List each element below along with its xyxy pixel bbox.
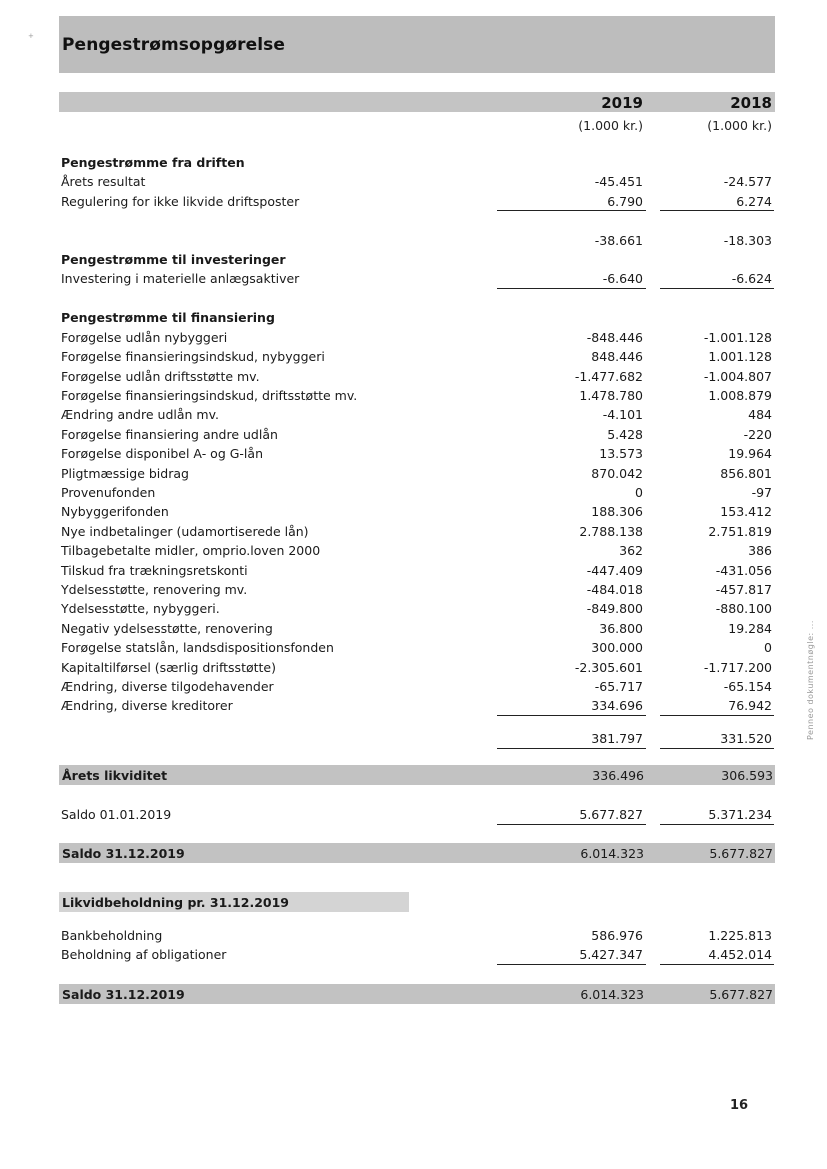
section-heading-finansiering: Pengestrømme til finansiering — [61, 310, 275, 325]
table-row: Forøgelse statslån, landsdispositionsfonden 300.000 0 — [61, 640, 772, 655]
table-row: Ændring andre udlån mv. -4.101 484 — [61, 407, 772, 422]
table-row: Nybyggerifonden 188.306 153.412 — [61, 504, 772, 519]
likvidbeholdning-heading-band — [59, 892, 409, 912]
subtotal-row-finansiering: 381.797 331.520 — [591, 731, 772, 746]
table-row: Forøgelse finansieringsindskud, nybyggeri 848.446 1.001.128 — [61, 349, 772, 364]
page-number: 16 — [730, 1098, 749, 1113]
table-row: Regulering for ikke likvide driftsposter 6.790 6.274 — [61, 194, 772, 209]
table-row: Tilbagebetalte midler, omprio.loven 2000 362 386 — [61, 543, 772, 558]
underline — [497, 748, 646, 749]
page-title: Pengestrømsopgørelse — [62, 35, 286, 55]
saldo-primo-row: Saldo 01.01.2019 5.677.827 5.371.234 — [61, 807, 772, 822]
table-row: Ydelsesstøtte, renovering mv. -484.018 -457.817 — [61, 582, 772, 597]
table-row: Forøgelse finansiering andre udlån 5.428 -220 — [61, 427, 772, 442]
underline — [660, 715, 774, 716]
underline — [497, 288, 646, 289]
underline — [497, 210, 646, 211]
table-row: Forøgelse disponibel A- og G-lån 13.573 19.964 — [61, 446, 772, 461]
underline — [497, 715, 646, 716]
underline — [497, 964, 646, 965]
likvidbeholdning-total-row: Saldo 31.12.2019 6.014.323 5.677.827 — [59, 984, 775, 1004]
underline — [660, 824, 774, 825]
table-row: Forøgelse udlån nybyggeri -848.446 -1.001.128 — [61, 330, 772, 345]
saldo-ultimo-row: Saldo 31.12.2019 6.014.323 5.677.827 — [59, 843, 775, 863]
title-band — [59, 16, 775, 73]
table-row: Forøgelse finansieringsindskud, driftsstøtte mv. 1.478.780 1.008.879 — [61, 388, 772, 403]
table-row: Investering i materielle anlægsaktiver -6.640 -6.624 — [61, 271, 772, 286]
table-row: Negativ ydelsesstøtte, renovering 36.800 19.284 — [61, 621, 772, 636]
table-row: Ændring, diverse tilgodehavender -65.717 -65.154 — [61, 679, 772, 694]
underline — [660, 288, 774, 289]
table-row: Pligtmæssige bidrag 870.042 856.801 — [61, 466, 772, 481]
table-row: Ændring, diverse kreditorer 334.696 76.942 — [61, 698, 772, 713]
table-row: Ydelsesstøtte, nybyggeri. -849.800 -880.100 — [61, 601, 772, 616]
underline — [660, 210, 774, 211]
table-row: Årets resultat -45.451 -24.577 — [61, 174, 772, 189]
column-year-2019: 2019 — [601, 94, 643, 112]
subtotal-row-drift: -38.661 -18.303 — [594, 233, 772, 248]
likvidbeholdning-heading: Likvidbeholdning pr. 31.12.2019 — [62, 895, 289, 910]
table-row: Bankbeholdning 586.976 1.225.813 — [61, 928, 772, 943]
table-row: Tilskud fra trækningsretskonti -447.409 -431.056 — [61, 563, 772, 578]
section-heading-drift: Pengestrømme fra driften — [61, 155, 245, 170]
section-heading-investering: Pengestrømme til investeringer — [61, 252, 286, 267]
column-unit-2018: (1.000 kr.) — [707, 118, 772, 133]
column-header-band — [59, 92, 775, 112]
underline — [497, 824, 646, 825]
side-document-key-text: Penneo dokumentnøgle: ... — [806, 620, 815, 740]
table-row: Nye indbetalinger (udamortiserede lån) 2.788.138 2.751.819 — [61, 524, 772, 539]
underline — [660, 964, 774, 965]
underline — [660, 748, 774, 749]
column-unit-2019: (1.000 kr.) — [578, 118, 643, 133]
corner-mark: + — [28, 32, 34, 40]
table-row: Kapitaltilførsel (særlig driftsstøtte) -2.305.601 -1.717.200 — [61, 660, 772, 675]
table-row: Forøgelse udlån driftsstøtte mv. -1.477.682 -1.004.807 — [61, 369, 772, 384]
table-row: Provenufonden 0 -97 — [61, 485, 772, 500]
column-year-2018: 2018 — [730, 94, 772, 112]
aarets-likviditet-row: Årets likviditet 336.496 306.593 — [59, 765, 775, 785]
table-row: Beholdning af obligationer 5.427.347 4.452.014 — [61, 947, 772, 962]
